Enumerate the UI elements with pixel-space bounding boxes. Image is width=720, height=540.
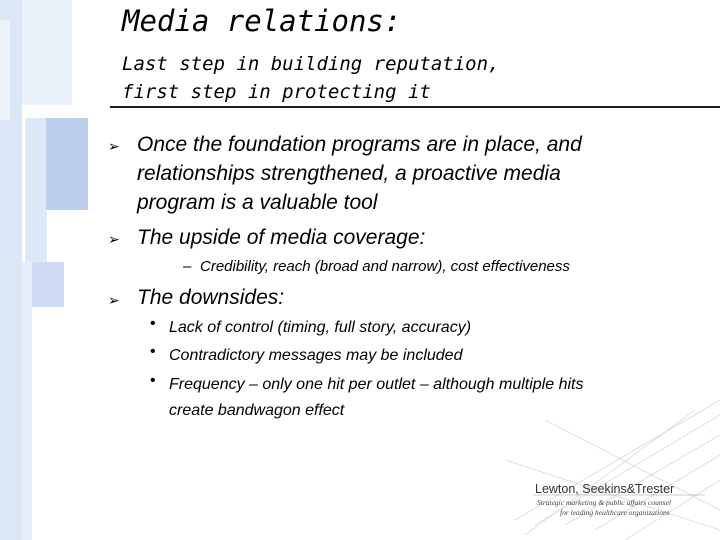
arrow-bullet-icon: ➢ [108, 138, 120, 154]
bullet-item [137, 130, 582, 217]
left-accent-block [0, 20, 10, 120]
title-divider [110, 106, 720, 108]
logo-tagline: for leading healthcare organizations [560, 508, 670, 517]
logo-tagline: Strategic marketing & public affairs counsel [537, 498, 671, 507]
left-accent-block [25, 118, 47, 263]
slide-title: Media relations: [122, 4, 402, 38]
dot-bullet-icon: • [150, 343, 156, 360]
sub-bullet-item: Credibility, reach (broad and narrow), cost effectiveness [200, 258, 570, 275]
sub-bullet-line: Frequency – only one hit per outlet – although multiple hits [169, 376, 584, 393]
bullet-line: program is a valuable tool [137, 191, 378, 214]
left-accent-block [32, 262, 64, 307]
sub-bullet-item: Contradictory messages may be included [169, 347, 463, 364]
logo-graphic [505, 400, 720, 540]
bullet-line: relationships strengthened, a proactive media [137, 162, 561, 185]
slide-subtitle [122, 50, 500, 106]
left-accent-block [46, 118, 88, 210]
logo-name: Lewton, Seekins&Trester [535, 482, 675, 496]
sub-bullet-line: create bandwagon effect [169, 402, 345, 419]
dash-bullet-icon: – [183, 258, 192, 275]
arrow-bullet-icon: ➢ [108, 231, 120, 247]
subtitle-line: Last step in building reputation, [122, 53, 500, 75]
left-accent-block [22, 262, 32, 540]
dot-bullet-icon: • [150, 315, 156, 332]
subtitle-line: first step in protecting it [122, 81, 431, 103]
sub-bullet-item: Lack of control (timing, full story, accuracy) [169, 319, 472, 336]
dot-bullet-icon: • [150, 372, 156, 389]
bullet-item: The downsides: [137, 286, 285, 309]
left-accent-block [22, 0, 72, 105]
company-logo [505, 400, 720, 540]
arrow-bullet-icon: ➢ [108, 292, 120, 308]
bullet-line: Once the foundation programs are in place, and [137, 133, 582, 156]
bullet-item: The upside of media coverage: [137, 226, 426, 249]
